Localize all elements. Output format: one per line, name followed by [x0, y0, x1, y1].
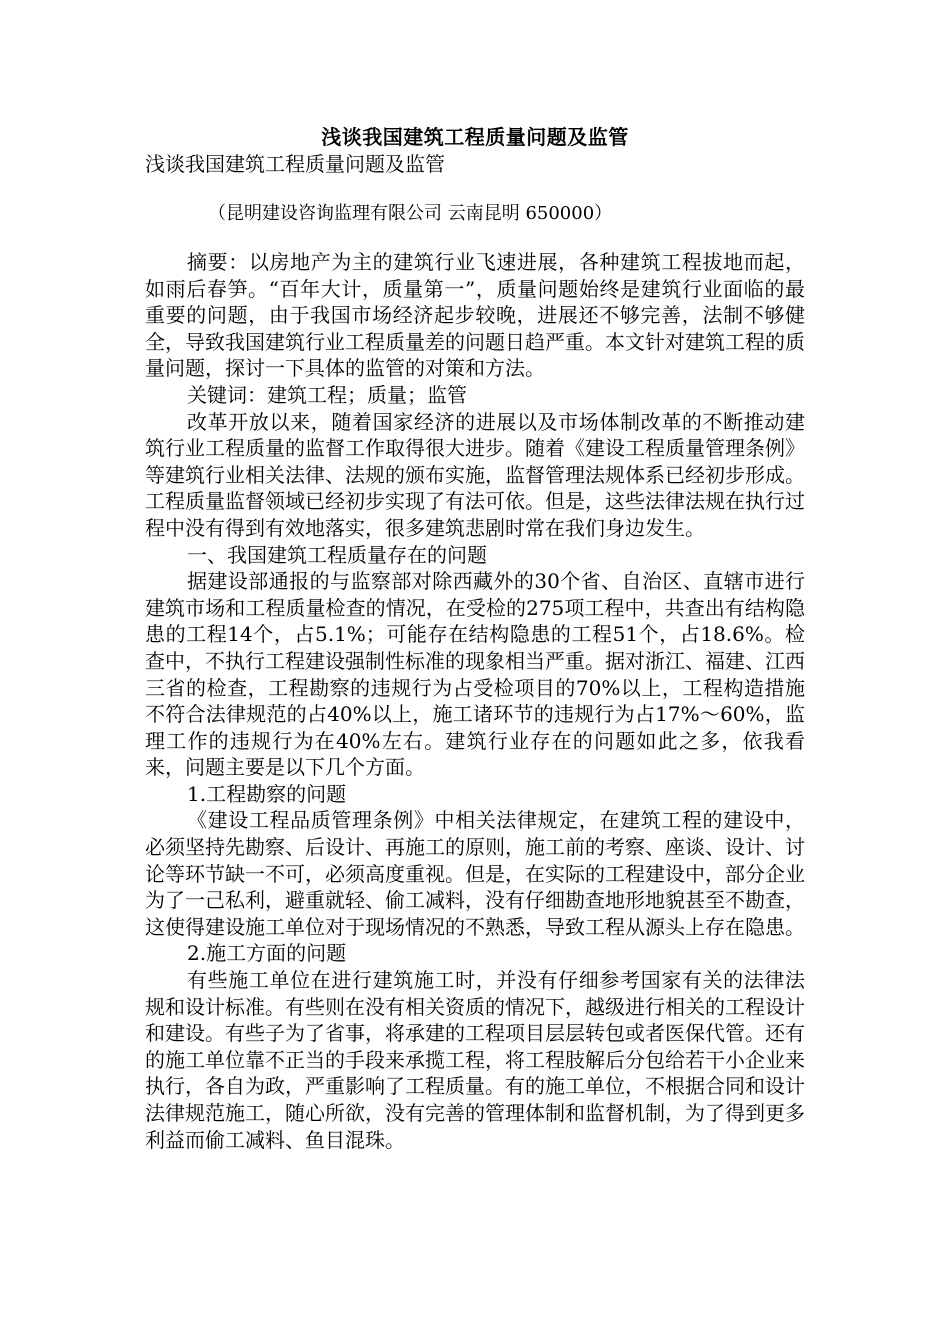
subsection-2-paragraph: 有些施工单位在进行建筑施工时，并没有仔细参考国家有关的法律法规和设计标准。有些则在没有相关资质的情况下，越级进行相关的工程设计和建设。有些子为了省事，将承建的工程项目层层转包或者医保代管。还有的施工单位靠不正当的手段来承揽工程，将工程肢解后分包给若干小企业来执行，各自为政，严重影响了工程质量。有的施工单位，不根据合同和设计法律规范施工，随心所欲，没有完善的管理体制和监督机制，为了得到更多利益而偷工减料、鱼目混珠。 [145, 968, 805, 1152]
abstract-paragraph: 摘要：以房地产为主的建筑行业飞速进展，各种建筑工程拔地而起，如雨后春笋。“百年大计，质量第一”，质量问题始终是建筑行业面临的最重要的问题，由于我国市场经济起步较晚，进展还不够完善，法制不够健全，导致我国建筑行业工程质量差的问题日趋严重。本文针对建筑工程的质量问题，探讨一下具体的监管的对策和方法。 [145, 250, 805, 381]
author-affiliation: （昆明建设咨询监理有限公司 云南昆明 650000） [208, 203, 613, 224]
document-body [145, 249, 805, 1153]
keywords-paragraph: 关键词：建筑工程；质量；监管 [187, 382, 467, 407]
document-subtitle: 浅谈我国建筑工程质量问题及监管 [145, 152, 445, 176]
document-title: 浅谈我国建筑工程质量问题及监管 [321, 125, 629, 149]
subsection-heading-2: 2.施工方面的问题 [187, 941, 347, 966]
subsection-heading-1: 1.工程勘察的问题 [187, 781, 347, 806]
subsection-1-paragraph: 《建设工程品质管理条例》中相关法律规定，在建筑工程的建设中，必须坚持先勘察、后设计、再施工的原则，施工前的考察、座谈、设计、讨论等环节缺一不可，必须高度重视。但是，在实际的工程建设中，部分企业为了一己私利，避重就轻、偷工减料，没有仔细勘查地形地貌甚至不勘查，这使得建设施工单位对于现场情况的不熟悉，导致工程从源头上存在隐患。 [145, 808, 805, 939]
section-heading-1: 一、我国建筑工程质量存在的问题 [187, 542, 487, 567]
intro-paragraph: 改革开放以来，随着国家经济的进展以及市场体制改革的不断推动建筑行业工程质量的监督工作取得很大进步。随着《建设工程质量管理条例》等建筑行业相关法律、法规的颁布实施，监督管理法规体系已经初步形成。工程质量监督领域已经初步实现了有法可依。但是，这些法律法规在执行过程中没有得到有效地落实，很多建筑悲剧时常在我们身边发生。 [145, 409, 805, 540]
section-1-paragraph: 据建设部通报的与监察部对除西藏外的30个省、自治区、直辖市进行建筑市场和工程质量检查的情况，在受检的275项工程中，共查出有结构隐患的工程14个，占5.1%；可能存在结构隐患的工程51个，占18.6%。检查中，不执行工程建设强制性标准的现象相当严重。据对浙江、福建、江西三省的检查，工程勘察的违规行为占受检项目的70%以上，工程构造措施不符合法律规范的占40%以上，施工诸环节的违规行为占17%～60%，监理工作的违规行为在40%左右。建筑行业存在的问题如此之多，依我看来，问题主要是以下几个方面。 [145, 569, 805, 780]
